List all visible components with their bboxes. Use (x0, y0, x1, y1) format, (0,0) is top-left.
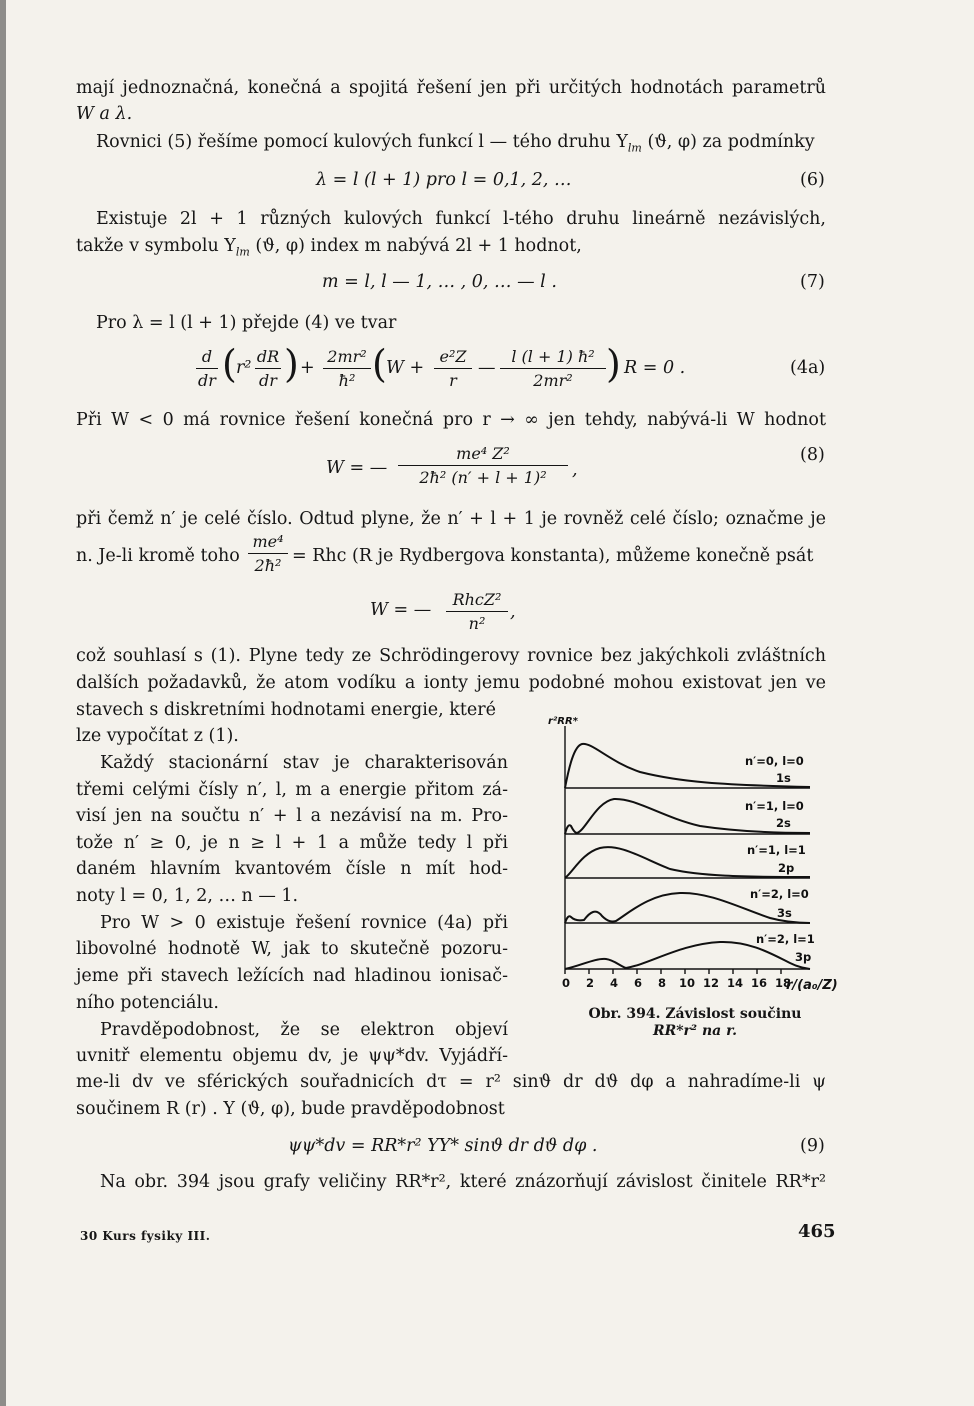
equation-6: λ = l (l + 1) pro l = 0,1, 2, … (316, 170, 572, 190)
x-axis-label: r/(a₀/Z) (786, 978, 838, 993)
text-line: noty l = 0, 1, 2, … n — 1. (76, 886, 299, 906)
x-tick-label: 14 (727, 976, 744, 990)
text-line: visí jen na součtu n′ + l a nezávisí na m. Pro- (76, 806, 508, 826)
curve-label: 2p (778, 861, 795, 875)
x-tick-label: 2 (586, 976, 595, 990)
text-line: dalších požadavků, že atom vodíku a ionty jemu podobné mohou existovat jen ve (76, 673, 826, 693)
scan-edge (0, 0, 6, 1406)
text-line: ního potenciálu. (76, 993, 219, 1013)
text-line: Pravděpodobnost, že se elektron objeví (100, 1020, 508, 1040)
text-line: tože n′ ≥ 0, je n ≥ l + 1 a může tedy l při (76, 833, 508, 853)
footer-signature: 30 Kurs fysiky III. (80, 1229, 211, 1243)
x-tick-label: 4 (610, 976, 619, 990)
text-line: = Rhc (R je Rydbergova konstanta), můžeme konečně psát (292, 546, 814, 566)
curve-label: n′=2, l=1 (756, 932, 815, 946)
text-line: uvnitř elementu objemu dv, je ψψ*dv. Vyjádří- (76, 1046, 508, 1066)
x-tick-label: 12 (703, 976, 720, 990)
x-tick-label: 10 (679, 976, 696, 990)
text-line: Na obr. 394 jsou grafy veličiny RR*r², které znázorňují závislost činitele RR*r² (100, 1172, 826, 1192)
equation-7: m = l, l — 1, … , 0, … — l . (322, 272, 557, 292)
text-line: Pro λ = l (l + 1) přejde (4) ve tvar (96, 313, 397, 333)
curve-label: n′=2, l=0 (750, 887, 809, 901)
text-line: lze vypočítat z (1). (76, 726, 239, 746)
inline-fraction: me⁴ 2ħ² (248, 532, 288, 575)
figure-394 (540, 712, 838, 1002)
x-tick-label: 8 (658, 976, 667, 990)
x-tick-label: 16 (751, 976, 768, 990)
curve-label: 2s (776, 816, 791, 830)
equation-number: (7) (800, 272, 825, 292)
equation-number: (8) (800, 445, 825, 465)
text-line: takže v symbolu $Y_{lm}$ (ϑ, φ) index m nabývá 2l + 1 hodnot, (76, 236, 582, 259)
curve-label: n′=1, l=1 (747, 843, 806, 857)
curve-label: n′=0, l=0 (745, 754, 804, 768)
text-line: Existuje 2l + 1 různých kulových funkcí l-tého druhu lineárně nezávislých, (96, 209, 826, 229)
text-line: Při W < 0 má rovnice řešení konečná pro r → ∞ jen tehdy, nabývá-li W hodnot (76, 410, 826, 430)
text-line: při čemž n′ je celé číslo. Odtud plyne, že n′ + l + 1 je rovněž celé číslo; označme je (76, 509, 826, 529)
equation-number: (4a) (790, 358, 826, 378)
text-line: stavech s diskretními hodnotami energie, které (76, 700, 497, 720)
curve-label: 1s (776, 771, 791, 785)
x-tick-label: 0 (562, 976, 571, 990)
figure-caption: Obr. 394. Závislost součinu RR*r² na r. (588, 1006, 802, 1039)
page-number: 465 (798, 1221, 836, 1242)
x-tick-label: 6 (634, 976, 643, 990)
curve-label: 3s (777, 906, 792, 920)
text-line: libovolné hodnotě W, jak to skutečně pozoru- (76, 939, 508, 959)
text-line: jeme při stavech ležících nad hladinou ionisač- (76, 966, 508, 986)
curve-label: 3p (795, 950, 812, 964)
text-line: n. Je-li kromě toho (76, 546, 240, 566)
text-line: Rovnici (5) řešíme pomocí kulových funkcí l — tého druhu $Y_{lm}$ (ϑ, φ) za podmínky (96, 132, 815, 155)
text-line: Pro W > 0 existuje řešení rovnice (4a) při (100, 913, 508, 933)
equation-number: (9) (800, 1136, 825, 1156)
x-tick-label: 18 (775, 976, 792, 990)
text-line: daném hlavním kvantovém čísle n mít hod- (76, 859, 508, 879)
text-line: Každý stacionární stav je charakterisován (100, 753, 508, 773)
text-line: což souhlasí s (1). Plyne tedy ze Schrödingerovy rovnice bez jakýchkoli zvláštních (76, 646, 826, 666)
text-line: W a λ. (76, 104, 133, 124)
text-line: me-li dv ve sférických souřadnicích dτ = r² sinϑ dr dϑ dφ a nahradíme-li ψ (76, 1072, 826, 1092)
text-line: součinem R (r) . Y (ϑ, φ), bude pravděpodobnost (76, 1099, 505, 1119)
text-line: mají jednoznačná, konečná a spojitá řešení jen při určitých hodnotách parametrů (76, 78, 826, 98)
y-axis-label: r²RR* (548, 716, 578, 727)
equation-number: (6) (800, 170, 825, 190)
curve-label: n′=1, l=0 (745, 799, 804, 813)
equation-9: ψψ*dv = RR*r² YY* sinϑ dr dϑ dφ . (288, 1136, 598, 1156)
text-line: třemi celými čísly n′, l, m a energie přitom zá- (76, 780, 508, 800)
